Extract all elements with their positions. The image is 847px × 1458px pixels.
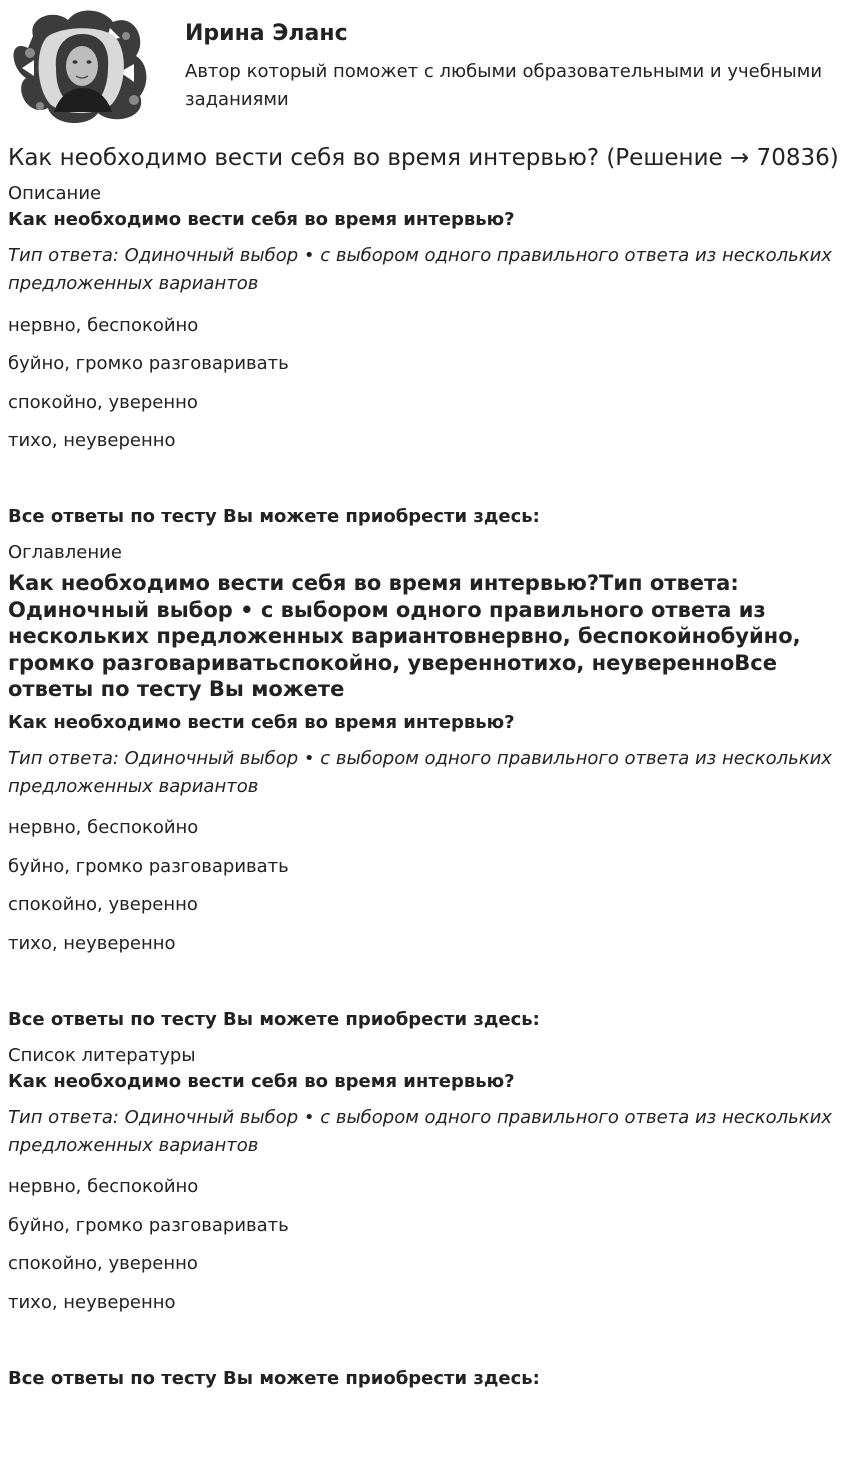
answer-option: тихо, неуверенно [8, 932, 176, 954]
answer-option: нервно, беспокойно [8, 314, 199, 336]
main-content [8, 144, 840, 1390]
toc-label: Оглавление [8, 542, 122, 563]
answer-type: Тип ответа: Одиночный выбор • с выбором одного правильного ответа из нескольких предложенных вариантов [8, 245, 832, 294]
author-name: Ирина Эланс [185, 21, 348, 46]
toc-section [8, 712, 840, 1031]
question-title: Как необходимо вести себя во время интервью? [8, 1070, 515, 1092]
answer-option: спокойно, уверенно [8, 1253, 198, 1274]
buy-answers-text: Все ответы по тесту Вы можете приобрести здесь: [8, 1367, 540, 1389]
description-label: Описание [8, 183, 102, 204]
author-avatar [8, 8, 150, 126]
answer-option: нервно, беспокойно [8, 817, 199, 838]
question-title: Как необходимо вести себя во время интервью? [8, 209, 515, 230]
answer-option: буйно, громко разговаривать [8, 1214, 289, 1236]
buy-answers-text: Все ответы по тесту Вы можете приобрести здесь: [8, 1008, 540, 1030]
question-title: Как необходимо вести себя во время интервью? [8, 711, 515, 733]
answer-type: Тип ответа: Одиночный выбор • с выбором одного правильного ответа из нескольких предложенных вариантов [8, 747, 832, 797]
answer-option: тихо, неуверенно [8, 430, 176, 451]
references-section [8, 1071, 840, 1390]
description-section [8, 209, 840, 528]
answer-option: нервно, беспокойно [8, 1176, 199, 1197]
answer-option: буйно, громко разговаривать [8, 855, 289, 877]
answer-option: спокойно, уверенно [8, 391, 198, 413]
answer-option: тихо, неуверенно [8, 1291, 176, 1313]
references-label: Список литературы [8, 1044, 196, 1066]
author-header [8, 8, 838, 126]
page-title: Как необходимо вести себя во время интервью? (Решение → 70836) [8, 145, 839, 171]
answer-type: Тип ответа: Одиночный выбор • с выбором одного правильного ответа из нескольких предложенных вариантов [8, 1106, 832, 1156]
answer-option: спокойно, уверенно [8, 894, 198, 915]
toc-heading: Как необходимо вести себя во время интервью?Тип ответа: Одиночный выбор • с выбором одного правильного ответа из нескольких предложенных вариантовнервно, беспокойнобуйно, громко разговариватьспокойно, увереннотихо, неувереннoВсе ответы по тесту Вы можете [8, 571, 801, 701]
buy-answers-text: Все ответы по тесту Вы можете приобрести здесь: [8, 506, 540, 527]
answer-option: буйно, громко разговаривать [8, 353, 289, 374]
author-description: Автор который поможет с любыми образовательными и учебными заданиями [185, 61, 823, 110]
